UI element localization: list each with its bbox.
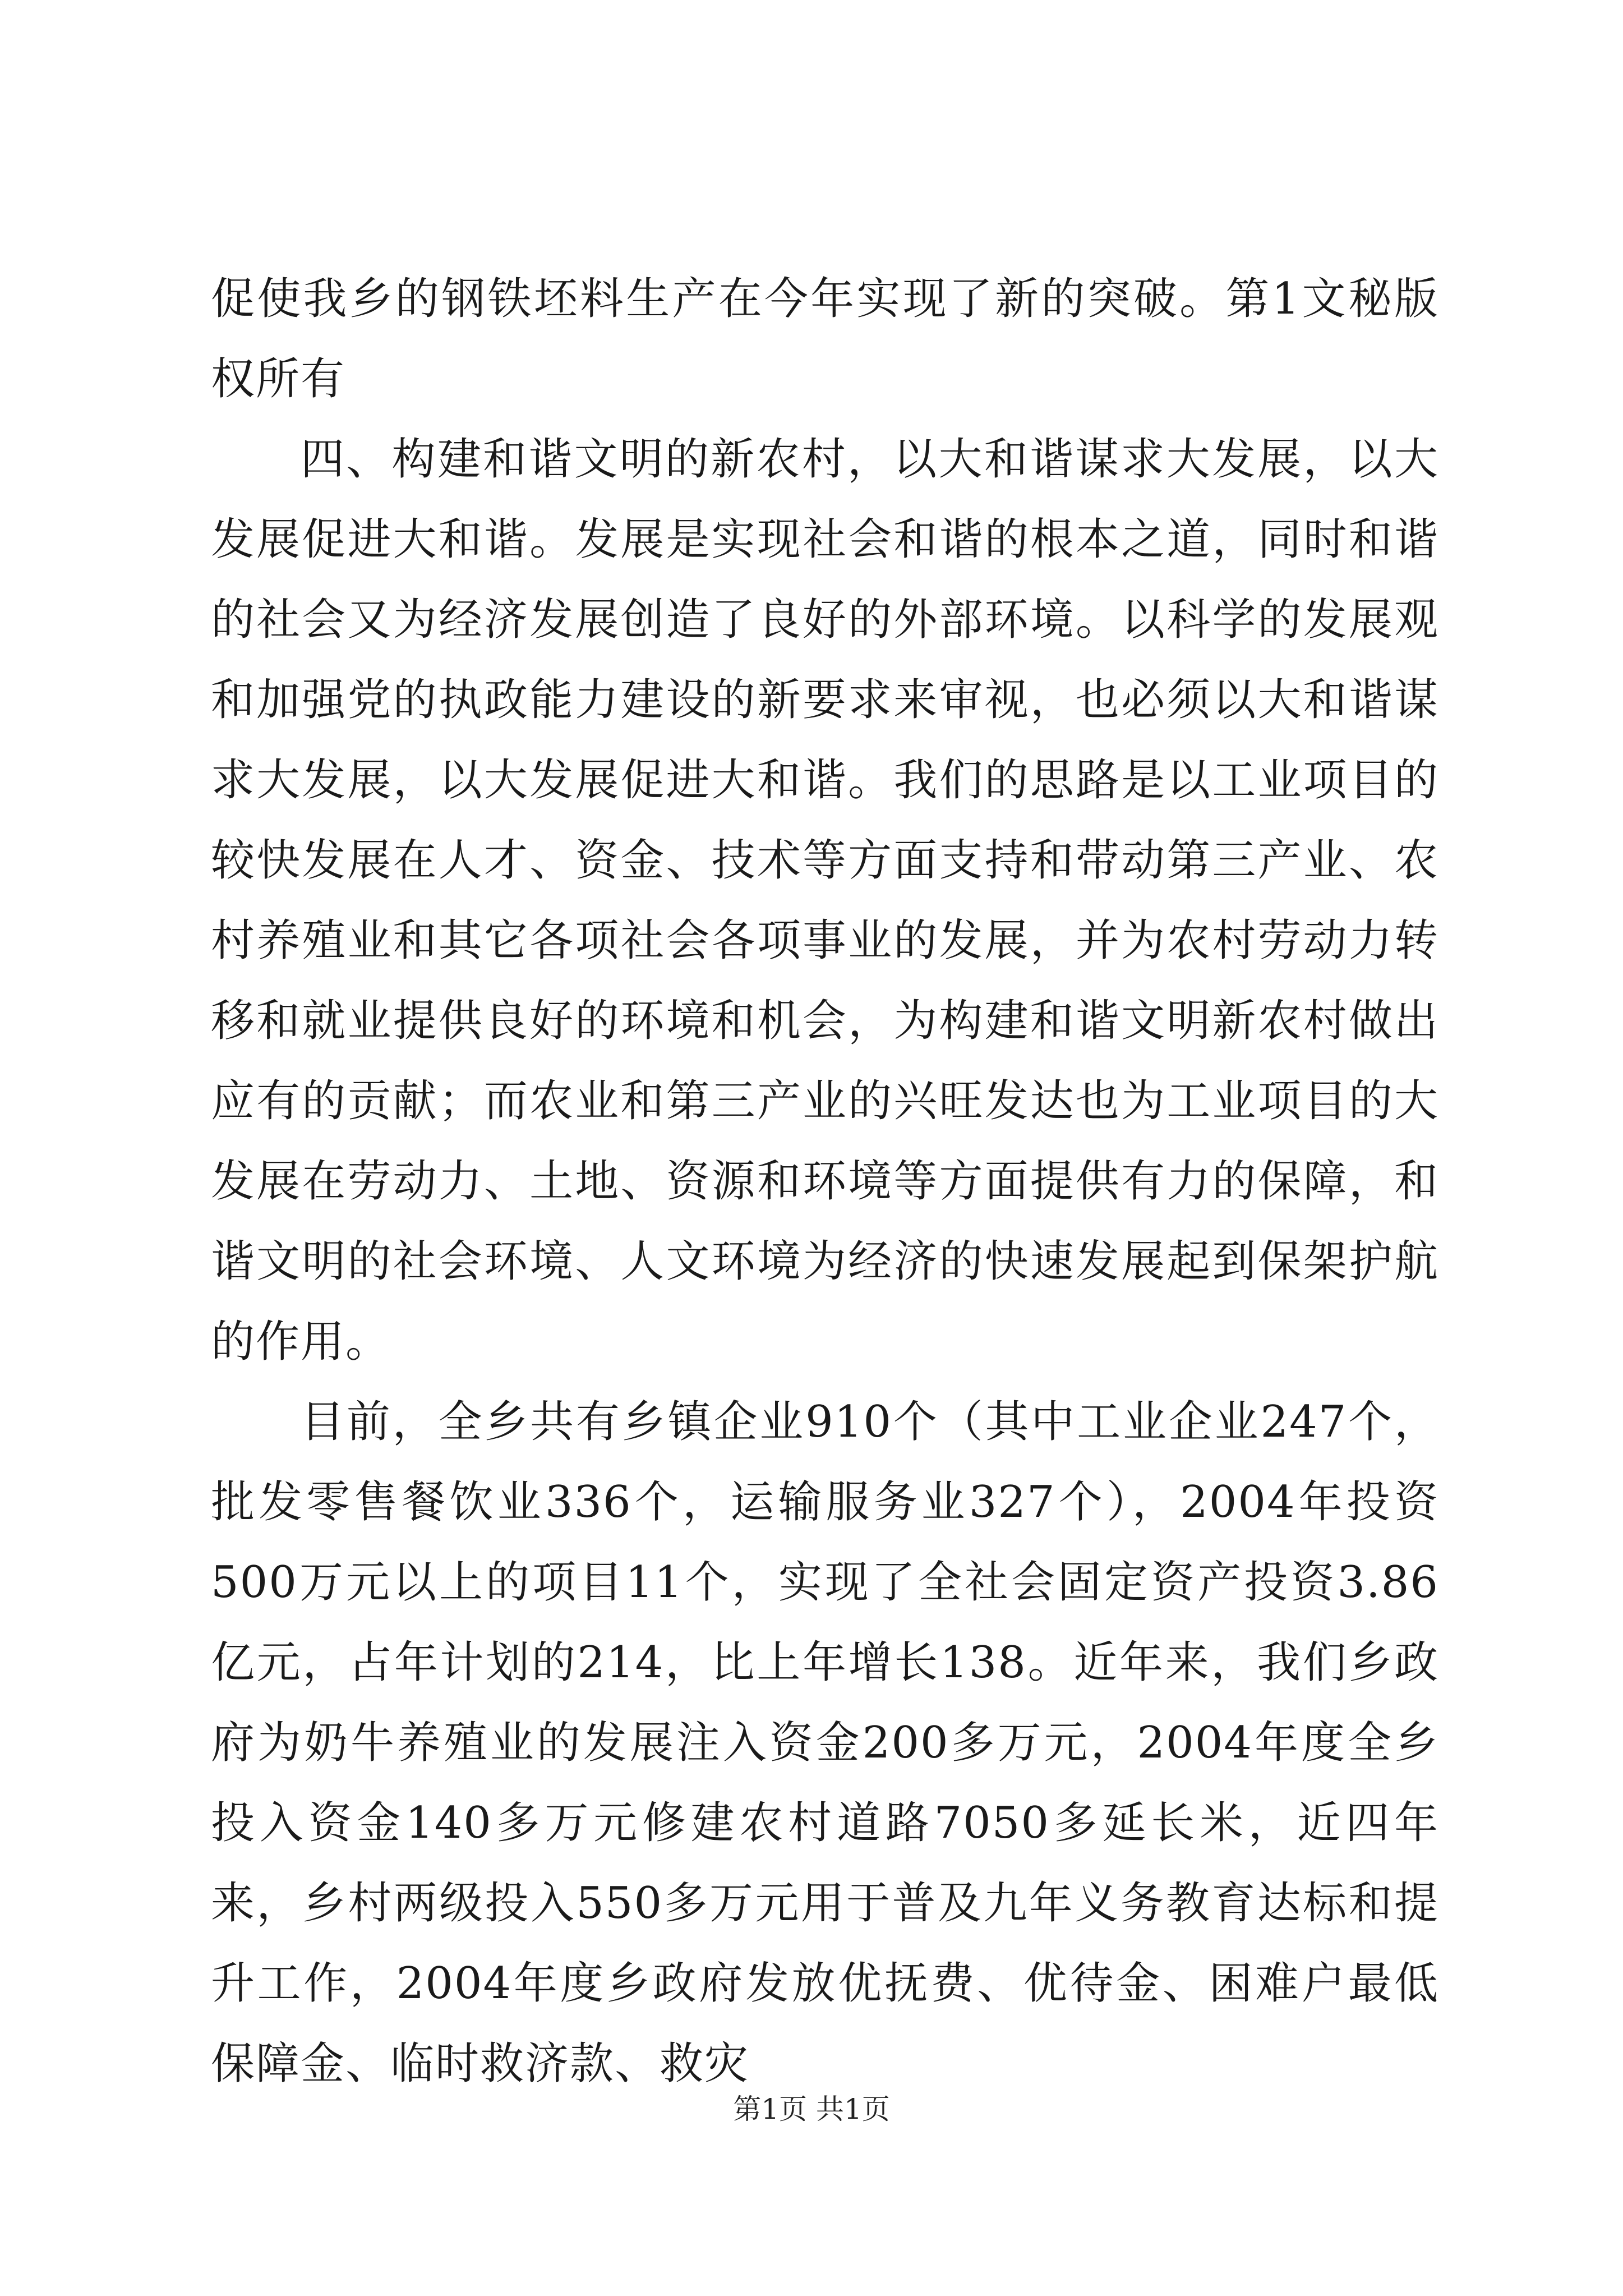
paragraph-section-four: 四、构建和谐文明的新农村，以大和谐谋求大发展，以大发展促进大和谐。发展是实现社会和谐的根本之道，同时和谐的社会又为经济发展创造了良好的外部环境。以科学的发展观和加强党的执政能力建设的新要求来审视，也必须以大和谐谋求大发展，以大发展促进大和谐。我们的思路是以工业项目的较快发展在人才、资金、技术等方面支持和带动第三产业、农村养殖业和其它各项社会各项事业的发展，并为农村劳动力转移和就业提供良好的环境和机会，为构建和谐文明新农村做出应有的贡献；而农业和第三产业的兴旺发达也为工业项目的大发展在劳动力、土地、资源和环境等方面提供有力的保障，和谐文明的社会环境、人文环境为经济的快速发展起到保架护航的作用。 (211, 434, 1439, 1367)
paragraph-statistics: 目前，全乡共有乡镇企业910个（其中工业企业247个，批发零售餐饮业336个，运输服务业327个），2004年投资500万元以上的项目11个，实现了全社会固定资产投资3.86亿元，占年计划的214，比上年增长138。近年来，我们乡政府为奶牛养殖业的发展注入资金200多万元，2004年度全乡投入资金140多万元修建农村道路7050多延长米，近四年来，乡村两级投入550多万元用于普及九年义务教育达标和提升工作，2004年度乡政府发放优抚费、优待金、困难户最低保障金、临时救济款、救灾 (211, 1397, 1439, 2089)
document-body (211, 259, 1439, 2104)
page-footer: 第1页 共1页 (733, 2093, 890, 2125)
paragraph-continuation: 促使我乡的钢铁坯料生产在今年实现了新的突破。第1文秘版权所有 (211, 274, 1439, 404)
